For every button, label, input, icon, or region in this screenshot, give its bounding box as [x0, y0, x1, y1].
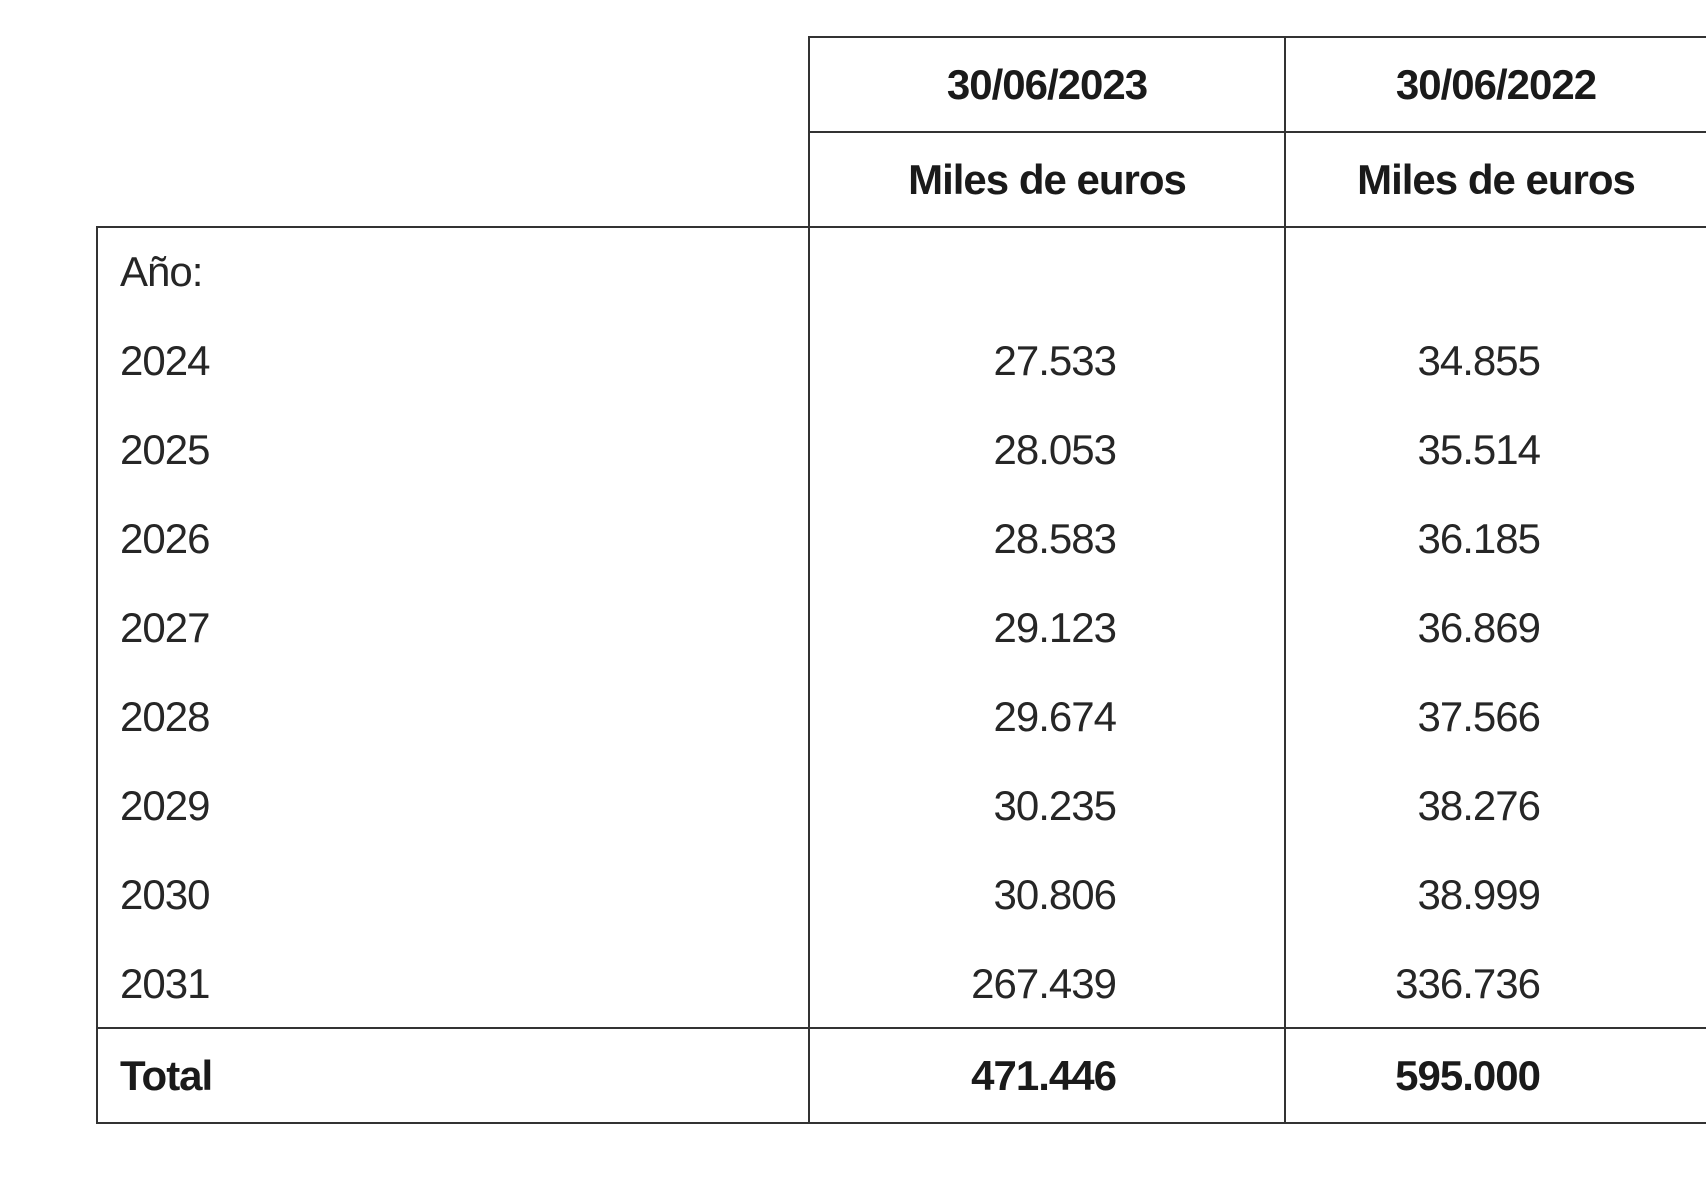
row-year: 2024	[120, 336, 210, 384]
row-value-2023: 27.533	[993, 336, 1116, 384]
row-value-2022: 38.999	[1417, 870, 1540, 918]
table-left-border	[96, 226, 98, 1124]
row-value-2023: 30.235	[993, 781, 1116, 829]
row-year: 2025	[120, 425, 210, 473]
total-label: Total	[120, 1051, 213, 1099]
column-header-date-2023: 30/06/2023	[946, 60, 1148, 108]
row-year: 2026	[120, 514, 210, 562]
row-value-2023: 29.123	[993, 603, 1116, 651]
column-header-unit-2023: Miles de euros	[908, 155, 1186, 203]
row-value-2023: 28.053	[993, 425, 1116, 473]
row-value-2022: 37.566	[1417, 692, 1540, 740]
row-value-2023: 28.583	[993, 514, 1116, 562]
row-value-2022: 336.736	[1395, 959, 1540, 1007]
row-year: 2030	[120, 870, 210, 918]
row-value-2023: 30.806	[993, 870, 1116, 918]
row-value-2022: 34.855	[1417, 336, 1540, 384]
section-label-year: Año:	[120, 248, 203, 295]
row-value-2022: 36.869	[1417, 603, 1540, 651]
row-value-2023: 29.674	[993, 692, 1116, 740]
row-year: 2027	[120, 603, 210, 651]
total-value-2022: 595.000	[1395, 1051, 1540, 1099]
row-value-2022: 38.276	[1417, 781, 1540, 829]
table-bottom-border	[96, 1122, 1706, 1124]
row-year: 2028	[120, 692, 210, 740]
row-value-2023: 267.439	[971, 959, 1116, 1007]
row-value-2022: 35.514	[1417, 425, 1540, 473]
column-header-date-2022: 30/06/2022	[1395, 60, 1597, 108]
column-header-unit-2022: Miles de euros	[1357, 155, 1635, 203]
row-year: 2031	[120, 959, 210, 1007]
total-value-2023: 471.446	[971, 1051, 1116, 1099]
row-value-2022: 36.185	[1417, 514, 1540, 562]
row-year: 2029	[120, 781, 210, 829]
